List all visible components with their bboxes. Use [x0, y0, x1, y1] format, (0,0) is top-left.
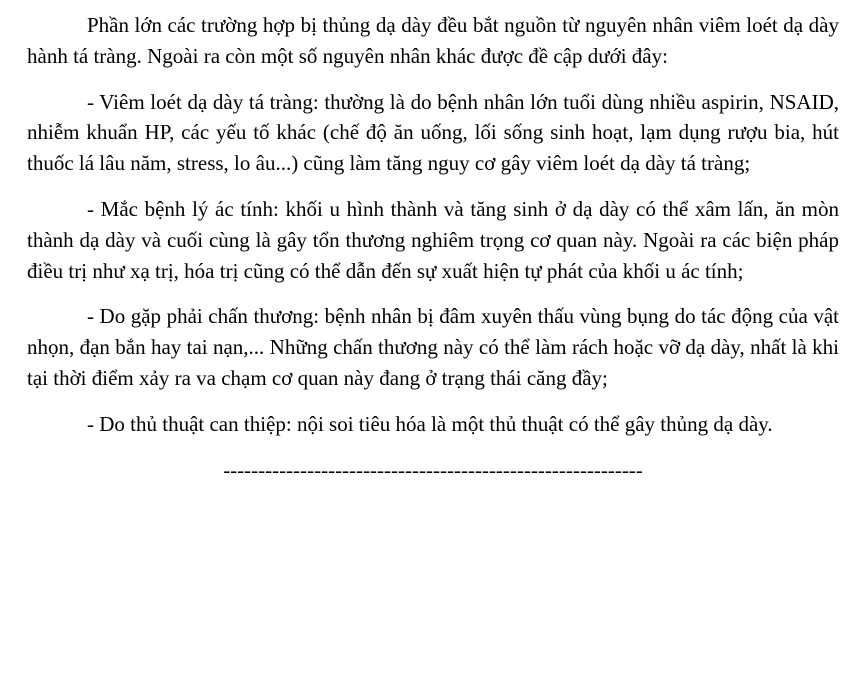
- cause-malignancy-paragraph: - Mắc bệnh lý ác tính: khối u hình thành và tăng sinh ở dạ dày có thể xâm lấn, ăn mòn thành dạ dày và cuối cùng là gây tổn thương nghiêm trọng cơ quan này. Ngoài ra các biện pháp điều trị như xạ trị, hóa trị cũng có thể dẫn đến sự xuất hiện tự phát của khối u ác tính;: [27, 196, 839, 283]
- document-body: [27, 10, 839, 482]
- separator-line: ------------------------------------------------------------: [223, 457, 643, 482]
- cause-trauma-paragraph: - Do gặp phải chấn thương: bệnh nhân bị đâm xuyên thấu vùng bụng do tác động của vật nhọn, đạn bắn hay tai nạn,... Những chấn thương này có thể làm rách hoặc vỡ dạ dày, nhất là khi tại thời điểm xảy ra va chạm cơ quan này đang ở trạng thái căng đầy;: [27, 304, 839, 390]
- cause-ulcer-paragraph: - Viêm loét dạ dày tá tràng: thường là do bệnh nhân lớn tuổi dùng nhiều aspirin, NSAID, nhiễm khuẩn HP, các yếu tố khác (chế độ ăn uống, lối sống sinh hoạt, lạm dụng rượu bia, hút thuốc lá lâu năm, stress, lo âu...) cũng làm tăng nguy cơ gây viêm loét dạ dày tá tràng;: [27, 89, 839, 176]
- cause-procedure-paragraph: - Do thủ thuật can thiệp: nội soi tiêu hóa là một thủ thuật có thể gây thủng dạ dày.: [87, 411, 773, 436]
- intro-paragraph: Phần lớn các trường hợp bị thủng dạ dày đều bắt nguồn từ nguyên nhân viêm loét dạ dày hành tá tràng. Ngoài ra còn một số nguyên nhân khác được đề cập dưới đây:: [27, 13, 839, 68]
